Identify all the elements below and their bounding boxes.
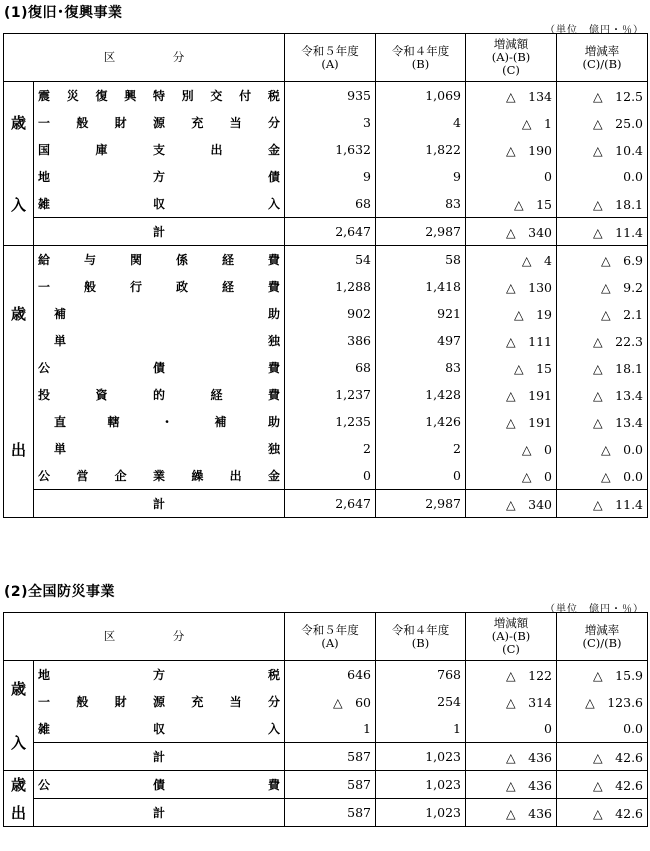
label-char: 般	[76, 116, 89, 130]
value-d: △ 15.9	[557, 661, 648, 689]
value-d: △ 123.6	[557, 688, 648, 715]
table-row	[4, 109, 648, 136]
value-d: △ 13.4	[557, 381, 648, 408]
value-c: △ 436	[466, 771, 557, 799]
total-value-a: 2,647	[285, 490, 376, 518]
value-b: 1,069	[376, 82, 466, 110]
label-char: 雑	[38, 197, 51, 211]
label-char: 公	[38, 778, 51, 792]
section-1-unit: （単位 億円・％）	[545, 25, 644, 36]
total-value-a: 587	[285, 743, 376, 771]
label-char: 経	[221, 280, 234, 294]
label-char: 方	[152, 668, 165, 682]
label-char: 給	[38, 253, 51, 267]
label-char: 公	[38, 469, 51, 483]
label-char: 資	[95, 388, 108, 402]
category-char: 歳	[10, 114, 26, 133]
label-char: 国	[38, 143, 51, 157]
col-header-b: 令和４年度 (B)	[376, 34, 466, 82]
row-label	[34, 413, 284, 430]
value-b: 1,426	[376, 408, 466, 435]
table-row	[4, 136, 648, 163]
label-char: 地	[38, 170, 51, 184]
category-char: 入	[10, 195, 26, 214]
table-row	[4, 273, 648, 300]
label-char: 一	[38, 280, 51, 294]
row-label	[34, 386, 284, 403]
value-b: 1,418	[376, 273, 466, 300]
label-char: 般	[83, 280, 96, 294]
label-char: 業	[152, 469, 165, 483]
value-a: 902	[285, 300, 376, 327]
value-b: 0	[376, 462, 466, 490]
row-label	[34, 666, 284, 683]
col-header-d: 増減率 (C)/(B)	[557, 34, 648, 82]
label-char: 独	[267, 334, 280, 348]
table-row	[4, 688, 648, 715]
value-a: 386	[285, 327, 376, 354]
value-b: 83	[376, 354, 466, 381]
value-b: 1,023	[376, 771, 466, 799]
value-a: 3	[285, 109, 376, 136]
row-label	[34, 359, 284, 376]
rev-category-label	[4, 661, 34, 771]
label-char: 方	[152, 170, 165, 184]
total-value-b: 1,023	[376, 743, 466, 771]
value-a: 935	[285, 82, 376, 110]
total-row	[4, 799, 648, 827]
value-c: △ 1	[466, 109, 557, 136]
value-a: 1,632	[285, 136, 376, 163]
total-value-a: 2,647	[285, 218, 376, 246]
value-c: △ 190	[466, 136, 557, 163]
label-char: 助	[267, 415, 280, 429]
row-label	[34, 693, 284, 710]
table-row	[4, 300, 648, 327]
label-char: 付	[239, 89, 252, 103]
section-2-title: (2)全国防災事業	[4, 584, 116, 600]
total-label: 計	[34, 490, 285, 518]
value-d: △ 9.2	[557, 273, 648, 300]
label-char: 別	[181, 89, 194, 103]
col-header-c: 増減額 (A)-(B) (C)	[466, 613, 557, 661]
label-char: 金	[267, 469, 280, 483]
table-row	[4, 661, 648, 689]
value-b: 58	[376, 246, 466, 274]
value-c: △ 130	[466, 273, 557, 300]
value-a: 1	[285, 715, 376, 743]
label-char: 補	[54, 307, 67, 321]
value-a: 68	[285, 190, 376, 218]
row-label	[34, 332, 284, 349]
exp-category-label	[4, 246, 34, 518]
label-char: 補	[214, 415, 227, 429]
value-c: △ 0	[466, 462, 557, 490]
value-c: △ 111	[466, 327, 557, 354]
value-b: 921	[376, 300, 466, 327]
total-value-c: △ 340	[466, 218, 557, 246]
label-char: 轄	[107, 415, 120, 429]
label-char: 経	[210, 388, 223, 402]
value-a: 9	[285, 163, 376, 190]
table-row	[4, 354, 648, 381]
label-char: 分	[267, 695, 280, 709]
row-label	[34, 278, 284, 295]
row-label	[34, 305, 284, 322]
total-value-b: 1,023	[376, 799, 466, 827]
value-d: △ 25.0	[557, 109, 648, 136]
total-value-d: △ 11.4	[557, 218, 648, 246]
total-row	[4, 490, 648, 518]
col-header-a: 令和５年度 (A)	[285, 34, 376, 82]
label-char: 交	[210, 89, 223, 103]
category-char: 歳	[10, 679, 26, 698]
label-char: 一	[38, 695, 51, 709]
value-c: △ 122	[466, 661, 557, 689]
kubun-header: 区 分	[4, 34, 285, 82]
total-value-c: △ 340	[466, 490, 557, 518]
table-row	[4, 408, 648, 435]
label-char: 助	[267, 307, 280, 321]
total-label: 計	[34, 218, 285, 246]
label-char: 地	[38, 668, 51, 682]
col-header-d: 増減率 (C)/(B)	[557, 613, 648, 661]
total-value-b: 2,987	[376, 490, 466, 518]
label-char: 財	[114, 116, 127, 130]
label-char: 債	[267, 170, 280, 184]
section-1-table	[3, 33, 648, 518]
table-row	[4, 246, 648, 274]
value-a: 1,237	[285, 381, 376, 408]
value-a: 1,235	[285, 408, 376, 435]
label-char: 行	[129, 280, 142, 294]
value-b: 768	[376, 661, 466, 689]
row-label	[34, 467, 284, 484]
table-row	[4, 327, 648, 354]
row-label	[34, 141, 284, 158]
table-row	[4, 715, 648, 743]
table-row	[4, 82, 648, 110]
label-char: 支	[152, 143, 165, 157]
label-char: 雑	[38, 722, 51, 736]
value-a: 54	[285, 246, 376, 274]
row-label	[34, 114, 284, 131]
label-char: 般	[76, 695, 89, 709]
label-char: 独	[267, 442, 280, 456]
table-row	[4, 435, 648, 462]
label-char: 費	[267, 388, 280, 402]
total-value-d: △ 42.6	[557, 743, 648, 771]
value-a: △ 60	[285, 688, 376, 715]
label-char: 営	[76, 469, 89, 483]
label-char: 震	[38, 89, 51, 103]
label-char: 関	[129, 253, 142, 267]
label-char: 繰	[191, 469, 204, 483]
label-char: 興	[124, 89, 137, 103]
total-row	[4, 743, 648, 771]
value-a: 587	[285, 771, 376, 799]
row-label	[34, 440, 284, 457]
label-char: 金	[267, 143, 280, 157]
category-char: 歳	[10, 305, 26, 324]
label-char: 充	[191, 116, 204, 130]
label-char: 債	[152, 778, 165, 792]
value-c: △ 0	[466, 435, 557, 462]
value-b: 2	[376, 435, 466, 462]
label-char: 入	[267, 722, 280, 736]
label-char: 源	[152, 695, 165, 709]
label-char: 入	[267, 197, 280, 211]
label-char: 源	[152, 116, 165, 130]
label-char: 出	[229, 469, 242, 483]
kubun-header: 区 分	[4, 613, 285, 661]
label-char: 災	[66, 89, 79, 103]
label-char: 費	[267, 778, 280, 792]
table-row	[4, 190, 648, 218]
value-a: 0	[285, 462, 376, 490]
label-char: 税	[267, 668, 280, 682]
value-d: △ 22.3	[557, 327, 648, 354]
label-char: 財	[114, 695, 127, 709]
value-c: △ 19	[466, 300, 557, 327]
exp-category-label	[4, 771, 34, 827]
label-char: 当	[229, 116, 242, 130]
label-char: 係	[175, 253, 188, 267]
label-char: 費	[267, 253, 280, 267]
total-value-d: △ 11.4	[557, 490, 648, 518]
label-char: 復	[95, 89, 108, 103]
value-b: 254	[376, 688, 466, 715]
value-b: 9	[376, 163, 466, 190]
total-label: 計	[34, 743, 285, 771]
label-char: 出	[210, 143, 223, 157]
label-char: 特	[152, 89, 165, 103]
total-value-c: △ 436	[466, 743, 557, 771]
value-c: 0	[466, 715, 557, 743]
value-c: △ 191	[466, 408, 557, 435]
value-b: 4	[376, 109, 466, 136]
label-char: 収	[152, 722, 165, 736]
col-header-c: 増減額 (A)-(B) (C)	[466, 34, 557, 82]
value-c: 0	[466, 163, 557, 190]
value-b: 1	[376, 715, 466, 743]
row-label	[34, 251, 284, 268]
value-d: △ 13.4	[557, 408, 648, 435]
label-char: 公	[38, 361, 51, 375]
label-char: 費	[267, 280, 280, 294]
row-label	[34, 87, 284, 104]
category-char: 出	[10, 803, 26, 822]
value-d: △ 18.1	[557, 190, 648, 218]
value-d: △ 10.4	[557, 136, 648, 163]
row-label	[34, 195, 284, 212]
value-c: △ 314	[466, 688, 557, 715]
total-value-b: 2,987	[376, 218, 466, 246]
label-char: 一	[38, 116, 51, 130]
value-d: △ 0.0	[557, 435, 648, 462]
value-b: 1,428	[376, 381, 466, 408]
value-d: △ 0.0	[557, 462, 648, 490]
value-c: △ 15	[466, 354, 557, 381]
value-d: △ 12.5	[557, 82, 648, 110]
label-char: 政	[175, 280, 188, 294]
value-d: 0.0	[557, 163, 648, 190]
table-row	[4, 462, 648, 490]
label-char: 債	[152, 361, 165, 375]
value-c: △ 134	[466, 82, 557, 110]
value-a: 1,288	[285, 273, 376, 300]
section-1-title: (1)復旧･復興事業	[4, 5, 123, 21]
category-char: 出	[10, 440, 26, 459]
row-label	[34, 720, 284, 737]
label-char: 庫	[95, 143, 108, 157]
value-c: △ 4	[466, 246, 557, 274]
label-char: 充	[191, 695, 204, 709]
value-d: △ 6.9	[557, 246, 648, 274]
section-2-table	[3, 612, 648, 827]
label-char: 直	[54, 415, 67, 429]
value-b: 83	[376, 190, 466, 218]
value-a: 646	[285, 661, 376, 689]
table-row	[4, 381, 648, 408]
total-row	[4, 218, 648, 246]
col-header-b: 令和４年度 (B)	[376, 613, 466, 661]
category-char: 入	[10, 734, 26, 753]
col-header-a: 令和５年度 (A)	[285, 613, 376, 661]
row-label	[34, 776, 284, 793]
label-char: 分	[267, 116, 280, 130]
label-char: 費	[267, 361, 280, 375]
table-row	[4, 771, 648, 799]
value-a: 68	[285, 354, 376, 381]
table-row	[4, 163, 648, 190]
value-d: △ 2.1	[557, 300, 648, 327]
value-c: △ 15	[466, 190, 557, 218]
label-char: 税	[267, 89, 280, 103]
total-value-d: △ 42.6	[557, 799, 648, 827]
label-char: 的	[152, 388, 165, 402]
category-char: 歳	[10, 776, 26, 795]
value-d: △ 18.1	[557, 354, 648, 381]
total-label: 計	[34, 799, 285, 827]
value-b: 1,822	[376, 136, 466, 163]
rev-category-label	[4, 82, 34, 246]
total-value-c: △ 436	[466, 799, 557, 827]
label-char: 単	[54, 334, 67, 348]
label-char: 与	[83, 253, 96, 267]
value-c: △ 191	[466, 381, 557, 408]
label-char: 企	[114, 469, 127, 483]
label-char: 当	[229, 695, 242, 709]
label-char: ・	[160, 415, 173, 429]
row-label	[34, 168, 284, 185]
label-char: 収	[152, 197, 165, 211]
label-char: 単	[54, 442, 67, 456]
value-b: 497	[376, 327, 466, 354]
total-value-a: 587	[285, 799, 376, 827]
value-a: 2	[285, 435, 376, 462]
value-d: △ 42.6	[557, 771, 648, 799]
value-d: 0.0	[557, 715, 648, 743]
section-2-unit: （単位 億円・％）	[545, 604, 644, 615]
label-char: 経	[221, 253, 234, 267]
label-char: 投	[38, 388, 51, 402]
